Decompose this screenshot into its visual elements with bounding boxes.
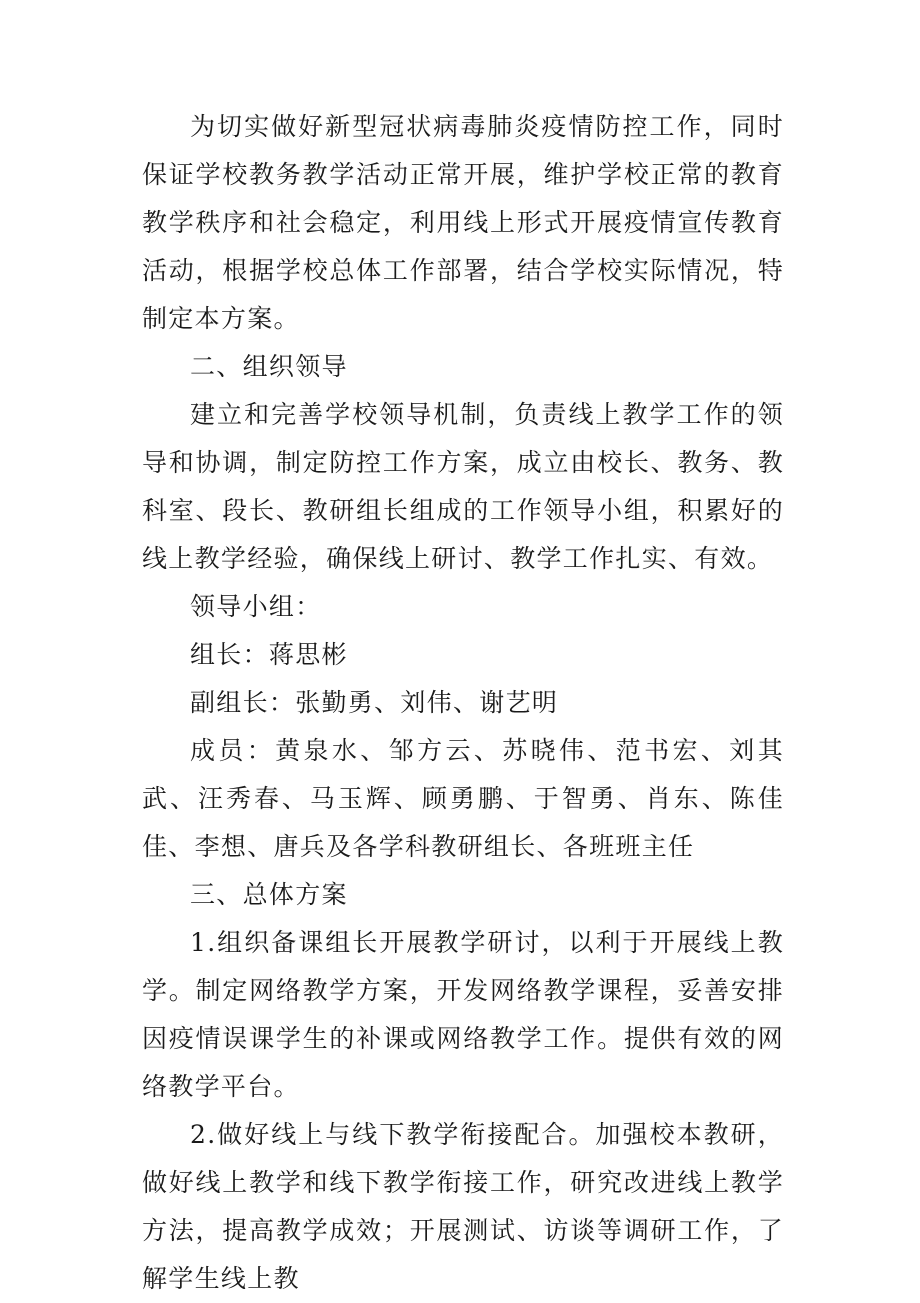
members-paragraph: 成员：黄泉水、邹方云、苏晓伟、范书宏、刘其武、汪秀春、马玉辉、顾勇鹏、于智勇、肖东、陈佳佳、李想、唐兵及各学科教研组长、各班班主任 — [142, 736, 784, 861]
leadership-paragraph: 建立和完善学校领导机制，负责线上教学工作的领导和协调，制定防控工作方案，成立由校长、教务、教科室、段长、教研组长组成的工作领导小组，积累好的线上教学经验，确保线上研讨、教学工作扎实、有效。 — [142, 400, 784, 573]
section-heading-organization: 二、组织领导 — [190, 352, 348, 381]
plan-item-2: 2.做好线上与线下教学衔接配合。加强校本教研，做好线上教学和线下教学衔接工作，研究改进线上教学方法，提高教学成效；开展测试、访谈等调研工作，了解学生线上教 — [142, 1120, 784, 1293]
document-body — [142, 103, 784, 1303]
deputy-leader-line: 副组长：张勤勇、刘伟、谢艺明 — [190, 688, 559, 717]
intro-paragraph: 为切实做好新型冠状病毒肺炎疫情防控工作，同时保证学校教务教学活动正常开展，维护学校正常的教育教学秩序和社会稳定，利用线上形式开展疫情宣传教育活动，根据学校总体工作部署，结合学校实际情况，特制定本方案。 — [142, 112, 784, 333]
group-leader-line: 组长：蒋思彬 — [190, 640, 348, 669]
plan-item-1: 1.组织备课组长开展教学研讨，以利于开展线上教学。制定网络教学方案，开发网络教学课程，妥善安排因疫情误课学生的补课或网络教学工作。提供有效的网络教学平台。 — [142, 928, 784, 1101]
leadership-group-label: 领导小组： — [190, 592, 322, 621]
section-heading-overall-plan: 三、总体方案 — [190, 880, 348, 909]
